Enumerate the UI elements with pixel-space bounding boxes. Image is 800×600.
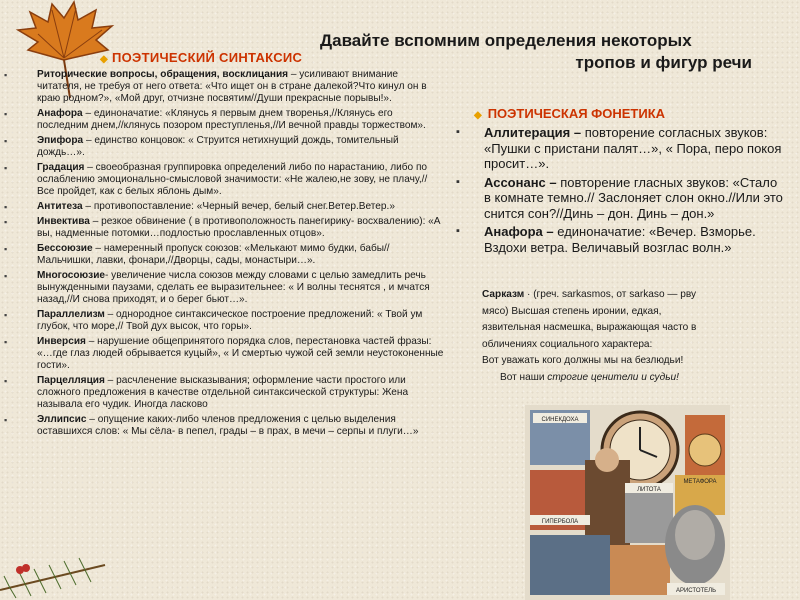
list-item <box>4 375 444 412</box>
bullet-icon: ▪ <box>4 202 8 213</box>
term: Инвектива <box>37 215 90 227</box>
pine-branch-icon <box>0 540 110 600</box>
list-item <box>4 270 444 307</box>
bullet-icon: ▪ <box>4 162 8 173</box>
list-item <box>4 201 444 213</box>
definition: – противопоставление: «Черный вечер, белый снег.Ветер.Ветер.» <box>82 201 395 213</box>
term: Риторические вопросы, обращения, восклицания <box>37 69 289 80</box>
definition: повторение гласных звуков: «Стало в комнате темно.// Заслоняет слон окно.//Или это снится сон?//Динь – дон. Динь – дон.» <box>484 174 783 221</box>
bullet-icon: ▪ <box>4 216 8 227</box>
definition: – намеренный пропуск союзов: «Мелькают мимо будки, бабы//Мальчишки, лавки, фонари,//Дворцы, сады, монастыри…». <box>37 242 390 266</box>
term: Инверсия <box>37 335 86 347</box>
collage-label: ЛИТОТА <box>637 487 661 493</box>
page-title: Давайте вспомним определения некоторых тропов и фигур речи <box>320 31 752 72</box>
list-item <box>4 69 444 106</box>
term: Анафора – <box>484 224 554 239</box>
sarcasm-term: Сарказм <box>482 289 525 300</box>
sarcasm-definition: Сарказм · (греч. sarkasmos, от sarkaso — рву мясо) Высшая степень иронии, едкая, язвительная насмешка, выражающая часто в обличениях социального характера: Вот уважать кого должны мы на безлюдьи! Вот наши строгие ценители и судьи! <box>482 289 697 383</box>
term: Парцелляция <box>37 374 105 386</box>
definition: – единство концовок: « Струится нетихнущий дождь, томительный дождь…». <box>37 135 399 159</box>
collage-label: МЕТАФОРА <box>683 479 717 485</box>
bullet-icon: ▪ <box>456 175 460 188</box>
phonetics-list <box>456 125 786 258</box>
collage-label: ГИПЕРБОЛА <box>541 519 579 525</box>
list-item <box>4 414 444 438</box>
bullet-icon: ▪ <box>4 136 8 147</box>
definition: - увеличение числа союзов между словами с целью замедлить речь вынужденными паузами, сделать ее выразительнее: « И волны теснятся , и мчатся назад,//И снова приходят, и о берег бьют…». <box>37 269 430 305</box>
definition: – расчленение высказывания; оформление части простого или сложного предложения в качестве отдельной синтаксической структуры: Жена называла его чудик. Иногда ласково <box>37 374 409 411</box>
term: Эпифора <box>37 135 84 147</box>
term: Ассонанс – <box>484 174 557 190</box>
definition: – единоначатие: «Клянусь я первым днем творенья,//Клянусь его последним днем,//клянусь позором преступленья,//И вечной правды торжеством». <box>37 108 426 132</box>
left-section-heading: ◆ ПОЭТИЧЕСКИЙ СИНТАКСИС <box>100 50 303 65</box>
bullet-icon: ▪ <box>4 375 8 386</box>
term: Многосоюзие <box>37 269 106 281</box>
bullet-icon: ▪ <box>4 243 8 254</box>
list-item <box>4 108 444 132</box>
definition: – однородное синтаксическое построение предложений: « Твой ум глубок, что море,// Твой дух высок, что горы». <box>37 308 423 332</box>
term: Антитеза <box>37 201 83 213</box>
syntax-figures-list <box>4 69 444 441</box>
collage-label: АРИСТОТЕЛЬ <box>675 588 717 594</box>
list-item <box>4 336 444 373</box>
term: Анафора <box>37 108 83 120</box>
list-item <box>4 135 444 159</box>
definition: – резкое обвинение ( в противоположность панегирику- восхвалению): «А вы, надменные потомки…подлостью прославленных отцов». <box>37 215 441 239</box>
list-item <box>456 224 786 255</box>
bullet-icon: ▪ <box>456 126 460 138</box>
diamond-bullet-icon: ◆ <box>100 54 108 65</box>
bullet-icon: ▪ <box>4 309 8 320</box>
definition: единоначатие: «Вечер. Взморье. Вздохи ветра. Величавый возглас волн.» <box>484 224 756 255</box>
tropes-collage-illustration <box>525 405 730 600</box>
definition: повторение согласных звуков: «Пушки с пристани палят…», « Пора, перо покоя просит…». <box>484 125 782 171</box>
list-item <box>4 216 444 240</box>
collage-label: СИНЕКДОХА <box>541 417 579 423</box>
list-item <box>4 162 444 199</box>
definition: – усиливают внимание читателя, не требуя от него ответа: «Что ищет он в стране далекой?Что кинул он в краю родном?», «Мой друг, отчизне посвятим//Души прекрасные порывы!». <box>37 69 427 105</box>
term: Градация <box>37 161 85 173</box>
definition: – опущение каких-либо членов предложения с целью выделения оставшихся слов: « Мы сёла- в пепел, грады – в прах, в мечи – серпы и плуги…» <box>37 413 419 437</box>
bullet-icon: ▪ <box>4 336 8 347</box>
list-item <box>456 175 786 222</box>
term: Аллитерация – <box>484 125 582 140</box>
term: Бессоюзие <box>37 242 93 254</box>
definition: – своеобразная группировка определений либо по нарастанию, либо по ослаблению эмоционально-смысловой значимости: «Не жалею,не зову, не плачу,//Все пройдет, как с белых яблонь дым». <box>37 161 428 198</box>
bullet-icon: ▪ <box>4 414 8 425</box>
bullet-icon: ▪ <box>4 70 8 80</box>
bullet-icon: ▪ <box>4 270 8 281</box>
term: Параллелизм <box>37 308 105 320</box>
list-item <box>4 309 444 333</box>
bullet-icon: ▪ <box>456 225 460 237</box>
right-section-heading: ◆ ПОЭТИЧЕСКАЯ ФОНЕТИКА <box>474 106 666 121</box>
list-item <box>456 125 786 172</box>
list-item <box>4 243 444 267</box>
definition: – нарушение общепринятого порядка слов, перестановка частей фразы: «…где глаз людей обрывается куцый», « И смертью чужой сей земли неустоконенные гости». <box>37 335 444 371</box>
diamond-bullet-icon: ◆ <box>474 110 482 121</box>
term: Эллипсис <box>37 413 87 425</box>
bullet-icon: ▪ <box>4 109 8 120</box>
